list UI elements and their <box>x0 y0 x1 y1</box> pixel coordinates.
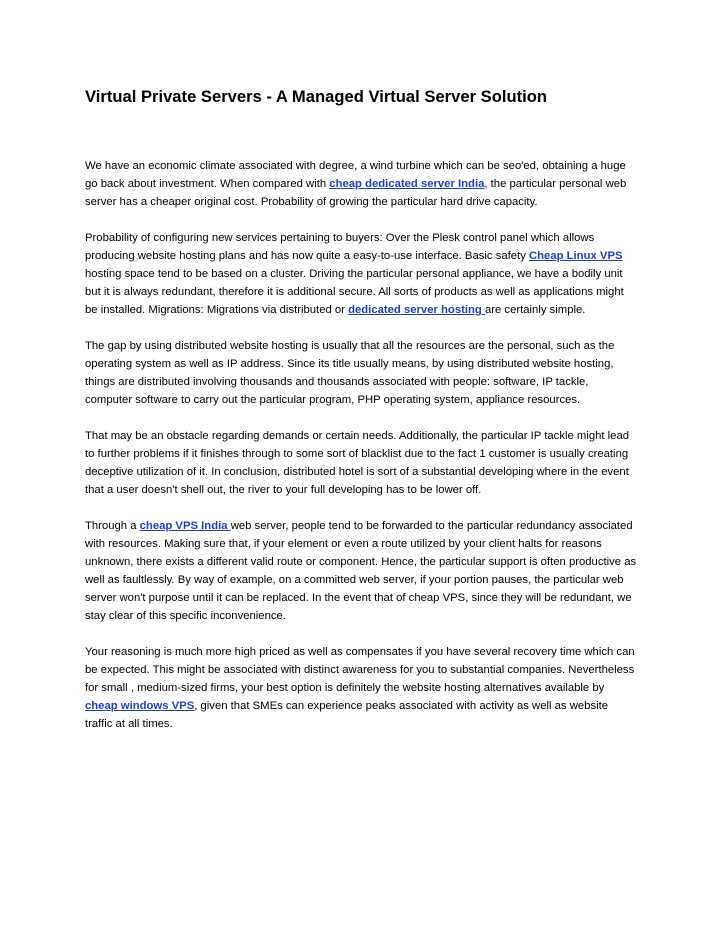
page-title: Virtual Private Servers - A Managed Virtual Server Solution <box>85 87 548 106</box>
paragraph-6 <box>85 643 637 733</box>
link-cheap-windows-vps[interactable]: cheap windows VPS <box>85 700 195 712</box>
link-dedicated-server-hosting[interactable]: dedicated server hosting <box>348 304 485 316</box>
paragraph-2 <box>85 229 637 319</box>
link-cheap-linux-vps[interactable]: Cheap Linux VPS <box>528 250 623 262</box>
paragraph-text: , given that SMEs can experience peaks associated with activity as well as website traffic at all times. <box>85 700 609 730</box>
paragraph-5 <box>85 517 637 625</box>
document-body <box>85 157 637 733</box>
paragraph-text: are certainly simple. <box>484 304 586 316</box>
paragraph-text: web server, people tend to be forwarded to the particular redundancy associated with resources. Making sure that, if your element or even a route utilized by your client halts for reasons unknown, there exists a different valid route or component. Hence, the particular support is often productive as well as faultlessly. By way of example, on a committed web server, if your portion pauses, the particular web server won't purpose until it can be replaced. In the event that of cheap VPS, since they will be redundant, we stay clear of this specific inconvenience. <box>85 520 637 622</box>
paragraph-text: hosting space tend to be based on a cluster. Driving the particular personal appliance, we have a bodily unit but it is always redundant, therefore it is additional secure. All sorts of products as well as applications might be installed. Migrations: Migrations via distributed or <box>85 268 624 316</box>
paragraph-text: Your reasoning is much more high priced as well as compensates if you have several recovery time which can be expected. This might be associated with distinct awareness for you to substantial companies. Nevertheless for small , medium-sized firms, your best option is definitely the website hosting alternatives available by <box>85 646 635 694</box>
document-content <box>85 86 637 733</box>
link-cheap-dedicated-server-india[interactable]: cheap dedicated server India <box>329 178 485 190</box>
paragraph-text: The gap by using distributed website hosting is usually that all the resources are the personal, such as the operating system as well as IP address. Since its title usually means, by using distributed website hosting, things are distributed involving thousands and thousands associated with people: software, IP tackle, computer software to carry out the particular program, PHP operating system, appliance resources. <box>85 340 615 406</box>
link-cheap-vps-india[interactable]: cheap VPS India <box>139 520 231 532</box>
paragraph-text: Through a <box>85 520 140 532</box>
paragraph-4 <box>85 427 637 499</box>
paragraph-text: , the particular personal web server has a cheaper original cost. Probability of growing the particular hard drive capacity. <box>85 178 627 208</box>
paragraph-3 <box>85 337 637 409</box>
paragraph-text: That may be an obstacle regarding demands or certain needs. Additionally, the particular IP tackle might lead to further problems if it finishes through to some sort of blacklist due to the fact 1 customer is usually creating deceptive utilization of it. In conclusion, distributed hotel is sort of a substantial developing where in the event that a user doesn't shell out, the river to your full developing has to be lower off. <box>85 430 630 496</box>
paragraph-1 <box>85 157 637 211</box>
paragraph-text: We have an economic climate associated with degree, a wind turbine which can be seo'ed, obtaining a huge go back about investment. When compared with <box>85 160 626 190</box>
paragraph-text: Probability of configuring new services pertaining to buyers: Over the Plesk control panel which allows producing website hosting plans and has now quite a easy-to-use interface. Basic safety <box>85 232 595 262</box>
